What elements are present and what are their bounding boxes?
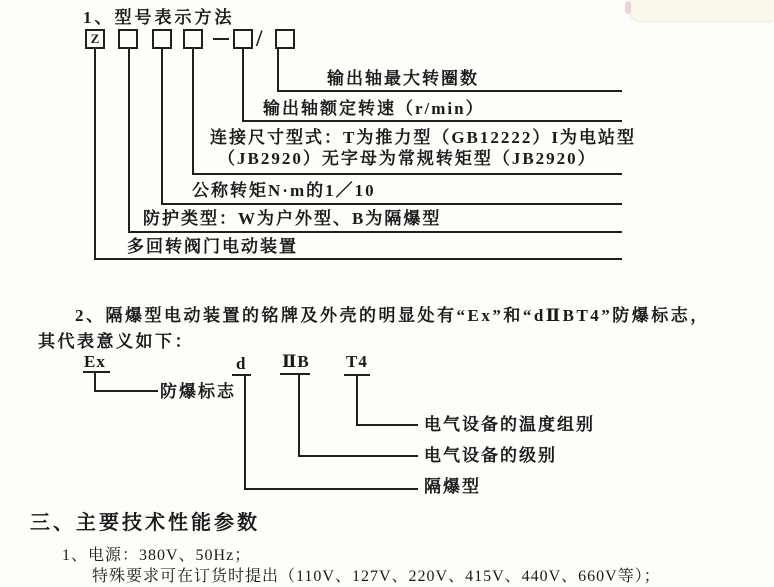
model-box-connection [183,29,203,49]
leader-vline-ex [94,371,96,392]
leader-vline-t4 [356,374,358,426]
dash-separator [213,38,229,40]
label-max-turns: 输出轴最大转圈数 [327,69,479,88]
leader-vline-speed [242,49,244,122]
corner-pink-mark [625,1,631,14]
label-connection-line1: 连接尺寸型式：T为推力型（GB12222）I为电站型 [210,128,637,147]
slash-separator: / [256,26,263,51]
power-supply-line: 1、电源：380V、50Hz； [62,547,252,564]
label-connection-line2: （JB2920）无字母为常规转矩型（JB2920） [218,149,597,168]
section2-paragraph-line2: 其代表意义如下： [38,332,194,351]
label-protection: 防护类型：W为户外型、B为隔爆型 [143,209,442,228]
special-request-line: 特殊要求可在订货时提出（110V、127V、220V、415V、440V、660V等）； [92,568,661,585]
model-box-series: Z [85,29,105,49]
code-d: d [236,354,247,373]
leader-vline-series [94,49,96,260]
leader-hline-turns [277,90,622,92]
section1-heading: 1、型号表示方法 [83,8,235,27]
leader-hline-series [94,258,622,260]
code-ex: Ex [84,352,106,371]
underline-ex [83,371,110,373]
leader-vline-connection [192,49,194,175]
leader-vline-d [244,374,246,490]
leader-hline-connection [192,173,622,175]
underline-d [232,374,251,376]
section2-paragraph-line1: 2、隔爆型电动装置的铭牌及外壳的明显处有“Ex”和“dⅡBT4”防爆标志， [75,306,710,325]
leader-hline-iib [298,455,418,457]
page-corner-artifact [631,0,774,21]
leader-vline-turns [277,49,279,92]
leader-hline-protection [128,231,622,233]
leader-hline-d [244,488,418,490]
leader-hline-ex [94,390,158,392]
leader-vline-torque [161,49,163,205]
underline-iib [280,373,310,375]
leader-hline-torque [161,203,622,205]
code-iib: ⅡB [282,352,310,371]
model-box-protection [118,29,138,49]
label-torque: 公称转矩N·m的1／10 [192,181,376,200]
leader-vline-iib [298,373,300,457]
label-ex-mark: 防爆标志 [160,382,236,401]
label-temp-group: 电气设备的温度组别 [424,415,595,434]
leader-hline-t4 [356,424,418,426]
label-device-type: 多回转阀门电动装置 [127,237,298,256]
label-rated-speed: 输出轴额定转速（r/min） [263,99,485,118]
label-equip-class: 电气设备的级别 [424,446,557,465]
model-box-speed [233,29,253,49]
model-box-torque [152,29,172,49]
code-t4: T4 [346,352,368,371]
leader-hline-speed [242,120,622,122]
label-flameproof: 隔爆型 [424,477,481,496]
model-box-turns [275,29,295,49]
section3-heading: 三、主要技术性能参数 [30,512,260,534]
leader-vline-protection [128,49,130,233]
